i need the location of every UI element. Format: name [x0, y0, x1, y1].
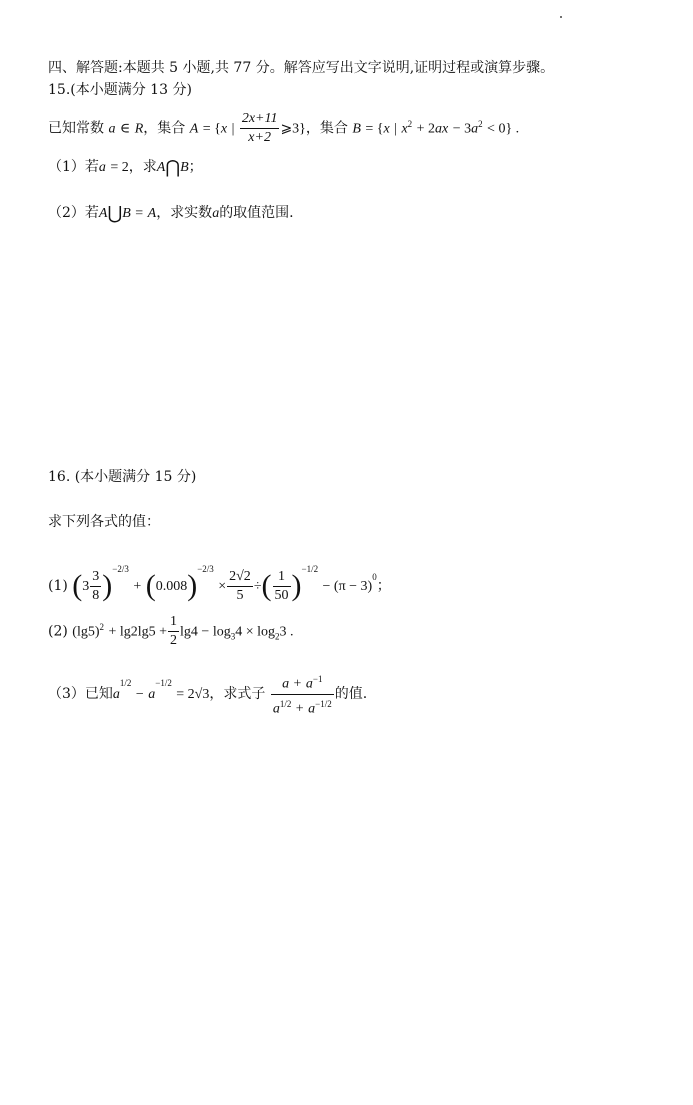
- q15-part2-label: （2）若: [48, 205, 99, 221]
- q16-p3-end: 的值.: [334, 686, 368, 702]
- q16-p2-label: (2): [48, 623, 68, 640]
- q15-statement: 已知常数 a ∈ R，集合 A = {x | $\frac{2x+11}{x+2}$ ⩾3}，集合 B = {x | $x^2 + 2ax - 3a^2 < 0$} .: [48, 111, 520, 146]
- q15-intro-prefix: 已知常数: [48, 120, 104, 137]
- section-header: 四、解答题:本题共 5 小题,共 77 分。解答应写出文字说明,证明过程或演算步骤。: [48, 60, 555, 76]
- q15-part2: （2）若A⋃B = A，求实数a的取值范围.: [48, 203, 294, 223]
- q16-p1-radical-fraction: $\frac{2√2}{5}$: [229, 568, 251, 603]
- q15-frac-num: 2x+11: [240, 110, 280, 129]
- q15-part1-end: ；: [188, 159, 203, 175]
- q16-title: 16. (本小题满分 15 分): [48, 469, 197, 485]
- q16-intro: 求下列各式的值：: [48, 514, 160, 530]
- q15-part2-tail: 的取值范围.: [219, 205, 294, 221]
- q15-set-a-fraction: [240, 110, 280, 147]
- q15-part1: （1）若a = 2，求A⋂B；: [48, 157, 203, 177]
- q15-frac-den: x+2: [248, 130, 271, 146]
- q16-part3: （3）已知$a^{1/2} - a^{-1/2} = 2√3$，求式子 $\frac{a + a^{-1}}{a^{1/2} + a^{-1/2}}$ 的值.: [48, 660, 367, 706]
- q16-p2-half: $\frac{1}{2}$: [170, 614, 178, 649]
- q15-intro-mid1: ，集合: [143, 120, 186, 137]
- q16-part2: (2) $(\lg 5)^2 + \lg 2\lg 5$ + $\frac{1}{2}$ $\lg 4 - \log_34 \times \log_23$ .: [48, 614, 294, 649]
- q16-part1: (1) (3 $\frac{3}{8}$ )$^{-2/3} + (0.008)^{-2/3}$ × $\frac{2√2}{5}$ ÷( $\frac{1}{50}$ )$^{-1/2} - (\pi - 3)^0$；: [48, 564, 391, 603]
- q16-p3-label: （3）已知: [48, 686, 113, 702]
- q15-part1-label: （1）若: [48, 159, 99, 175]
- q16-p1-inverse-fraction: $\frac{1}{50}$: [274, 568, 289, 603]
- q15-part1-mid: ，求: [128, 159, 157, 175]
- q16-p1-mixed-fraction: $\frac{3}{8}$: [92, 568, 100, 603]
- q15-part2-end: ，求实数: [156, 205, 213, 221]
- q15-title: 15.(本小题满分 13 分): [48, 82, 192, 98]
- q16-p3-fraction: $\frac{a + a^{-1}}{a^{1/2} + a^{-1/2}}$: [271, 670, 334, 718]
- q15-intro-mid2: ，集合: [305, 120, 348, 137]
- q16-p1-label: (1): [48, 578, 68, 594]
- q16-p3-mid: ，求式子: [209, 686, 266, 702]
- corner-mark: [560, 16, 562, 18]
